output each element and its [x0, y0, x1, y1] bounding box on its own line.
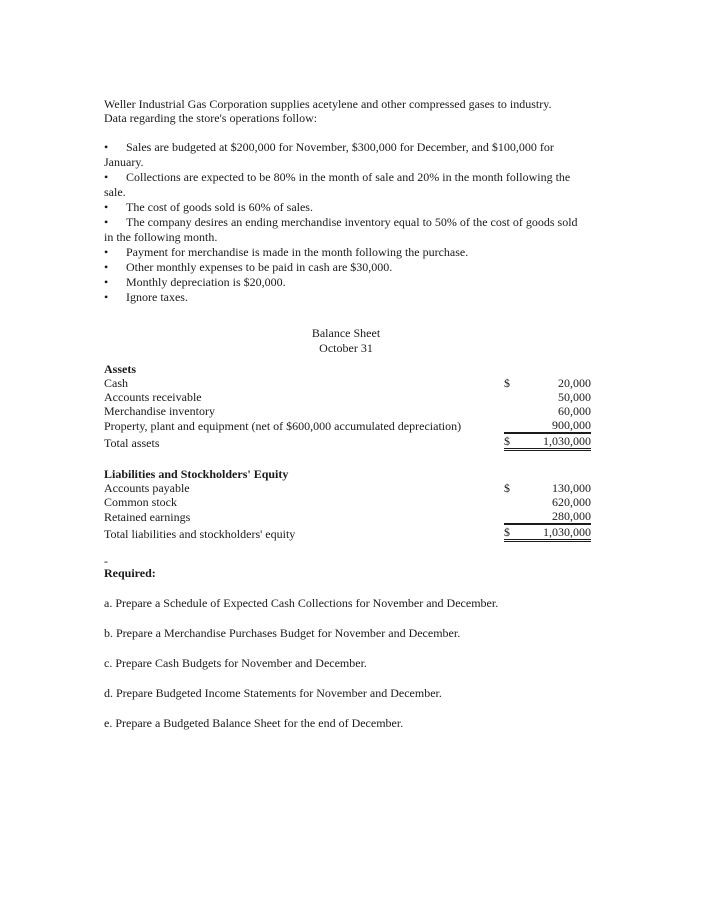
liabilities-heading: Liabilities and Stockholders' Equity — [104, 467, 289, 481]
balance-sheet-table — [104, 362, 591, 542]
assets-heading: Assets — [104, 362, 136, 376]
row-amount: 280,000 — [518, 509, 591, 524]
table-row — [104, 404, 591, 418]
table-row — [104, 509, 591, 524]
table-row — [104, 390, 591, 404]
total-assets-label: Total assets — [104, 435, 160, 450]
currency-symbol — [504, 509, 518, 524]
table-row — [104, 524, 591, 541]
bullet-icon: • — [104, 170, 109, 184]
task-item: e. Prepare a Budgeted Balance Sheet for the end of December. — [104, 716, 404, 730]
table-row — [104, 495, 591, 509]
list-item: • Monthly depreciation is $20,000. — [104, 275, 286, 289]
table-row — [104, 418, 591, 433]
list-item: • Collections are expected to be 80% in the month of sale and 20% in the month following the sale. — [104, 170, 571, 199]
intro-line-2: Data regarding the store's operations follow: — [104, 111, 318, 125]
currency-symbol — [504, 495, 518, 509]
separator-dash: - — [104, 554, 108, 568]
table-row — [104, 362, 591, 376]
document-page — [104, 97, 614, 731]
row-amount: 50,000 — [558, 390, 591, 404]
required-heading: Required: — [104, 566, 156, 580]
bullet-icon: • — [104, 275, 109, 289]
currency-symbol — [504, 404, 518, 418]
row-label: Accounts receivable — [104, 390, 202, 404]
row-label: Cash — [104, 376, 128, 390]
row-amount: 20,000 — [558, 376, 591, 390]
intro-line-1: Weller Industrial Gas Corporation supplies acetylene and other compressed gases to industry. — [104, 97, 552, 111]
list-item: • Other monthly expenses to be paid in cash are $30,000. — [104, 260, 393, 274]
table-row — [104, 467, 591, 481]
balance-sheet-title — [104, 326, 588, 356]
task-item: d. Prepare Budgeted Income Statements for November and December. — [104, 686, 442, 700]
bullet-icon: • — [104, 245, 109, 259]
row-label: Property, plant and equipment (net of $600,000 accumulated depreciation) — [104, 419, 462, 433]
total-assets-amount: 1,030,000 — [518, 433, 591, 450]
row-amount: 620,000 — [552, 495, 591, 509]
row-label: Merchandise inventory — [104, 404, 215, 418]
bullet-icon: • — [104, 200, 109, 214]
currency-symbol: $ — [504, 376, 510, 390]
row-amount: 900,000 — [518, 418, 591, 433]
row-amount: 130,000 — [552, 481, 591, 495]
list-item: • The company desires an ending merchandise inventory equal to 50% of the cost of goods sold in the following month. — [104, 215, 578, 244]
task-item: a. Prepare a Schedule of Expected Cash Collections for November and December. — [104, 596, 499, 610]
task-item: b. Prepare a Merchandise Purchases Budget for November and December. — [104, 626, 461, 640]
row-label: Retained earnings — [104, 510, 191, 524]
table-row — [104, 376, 591, 390]
bullet-icon: • — [104, 260, 109, 274]
total-liabilities-label: Total liabilities and stockholders' equity — [104, 526, 296, 541]
currency-symbol: $ — [504, 524, 518, 541]
table-row — [104, 481, 591, 495]
row-amount: 60,000 — [558, 404, 591, 418]
bullet-icon: • — [104, 290, 109, 304]
list-item: • The cost of goods sold is 60% of sales. — [104, 200, 313, 214]
currency-symbol — [504, 418, 518, 433]
list-item: • Sales are budgeted at $200,000 for November, $300,000 for December, and $100,000 for January. — [104, 140, 554, 169]
row-label: Accounts payable — [104, 481, 190, 495]
bullet-icon: • — [104, 140, 109, 154]
currency-symbol: $ — [504, 433, 518, 450]
balance-sheet-date: October 31 — [319, 341, 373, 355]
required-tasks — [104, 596, 614, 731]
currency-symbol: $ — [504, 481, 510, 495]
list-item: • Payment for merchandise is made in the month following the purchase. — [104, 245, 469, 259]
list-item: • Ignore taxes. — [104, 290, 188, 304]
intro-paragraph — [104, 97, 614, 125]
total-liabilities-amount: 1,030,000 — [518, 524, 591, 541]
task-item: c. Prepare Cash Budgets for November and December. — [104, 656, 367, 670]
balance-sheet-heading: Balance Sheet — [311, 326, 381, 340]
table-row — [104, 433, 591, 450]
bullet-icon: • — [104, 215, 109, 229]
currency-symbol — [504, 390, 518, 404]
assumptions-list — [104, 140, 614, 305]
row-label: Common stock — [104, 495, 178, 509]
